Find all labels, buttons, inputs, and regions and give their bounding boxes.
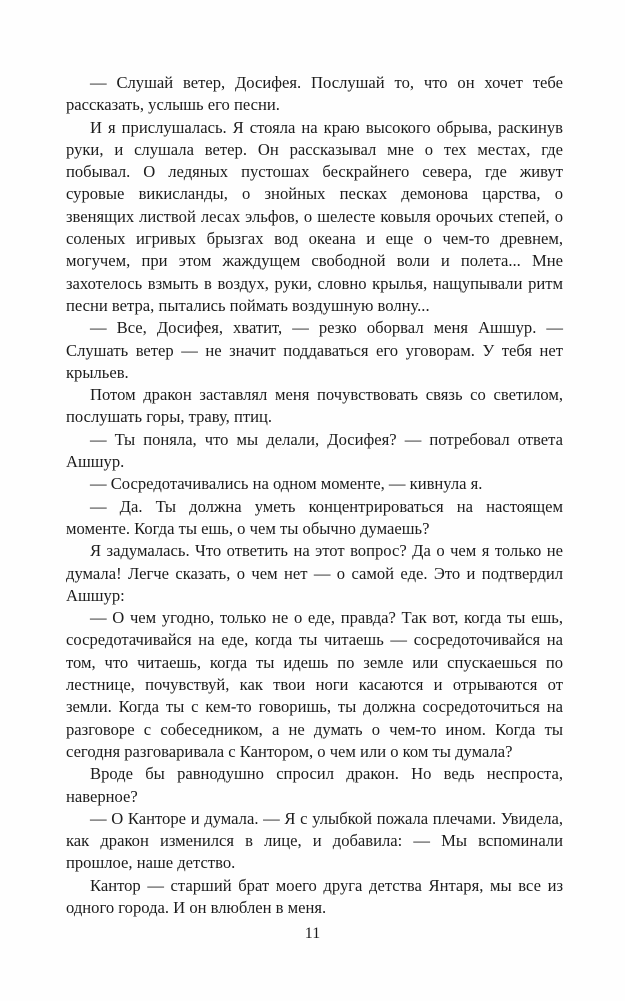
paragraph: — О чем угодно, только не о еде, правда? Так вот, когда ты ешь, сосредотачивайся на еде, когда ты читаешь — сосредоточивайся на том, что читаешь, когда ты идешь по земле или спускаешься по лестнице, почувствуй, как твои ноги касаются и отрываются от земли. Когда ты с кем-то говоришь, ты должна сосредоточиться на разговоре с собеседником, а не думать о чем-то ином. Когда ты сегодня разговаривала с Кантором, о чем или о ком ты думала?	[66, 608, 563, 761]
paragraph: Потом дракон заставлял меня почувствовать связь со светилом, послушать горы, траву, птиц.	[66, 385, 563, 427]
paragraph: — Да. Ты должна уметь концентрироваться на настоящем моменте. Когда ты ешь, о чем ты обычно думаешь?	[66, 496, 563, 538]
paragraph: — Слушай ветер, Досифея. Послушай то, что он хочет тебе рассказать, услышь его песни.	[66, 73, 563, 115]
page-text	[66, 72, 563, 919]
paragraph: И я прислушалась. Я стояла на краю высокого обрыва, раскинув руки, и слушала ветер. Он рассказывал мне о тех местах, где побывал. О ледяных пустошах бескрайнего севера, где живут суровые викисланды, о знойных песках демонова царства, о звенящих листвой лесах эльфов, о шелесте ковыля орочьих степей, о соленых игривых брызгах вод океана и еще о чем-то древнем, могучем, при этом жаждущем свободной воли и полета... Мне захотелось взмыть в воздух, руки, словно крылья, нащупывали ритм песни ветра, пытались поймать воздушную волну...	[66, 117, 563, 315]
paragraph: — О Канторе и думала. — Я с улыбкой пожала плечами. Увидела, как дракон изменился в лице, и добавила: — Мы вспоминали прошлое, наше детство.	[66, 808, 563, 873]
page-number: 11	[304, 925, 321, 942]
paragraph: Вроде бы равнодушно спросил дракон. Но ведь неспроста, наверное?	[66, 764, 563, 806]
paragraph: Я задумалась. Что ответить на этот вопрос? Да о чем я только не думала! Легче сказать, о чем нет — о самой еде. Это и подтвердил Ашшур:	[66, 541, 563, 605]
paragraph: — Сосредотачивались на одном моменте, — кивнула я.	[90, 474, 483, 494]
paragraph: Кантор — старший брат моего друга детства Янтаря, мы все из одного города. И он влюблен в меня.	[66, 875, 563, 917]
paragraph: — Все, Досифея, хватит, — резко оборвал меня Ашшур. — Слушать ветер — не значит поддаваться его уговорам. У тебя нет крыльев.	[66, 318, 563, 382]
paragraph: — Ты поняла, что мы делали, Досифея? — потребовал ответа Ашшур.	[66, 429, 563, 472]
